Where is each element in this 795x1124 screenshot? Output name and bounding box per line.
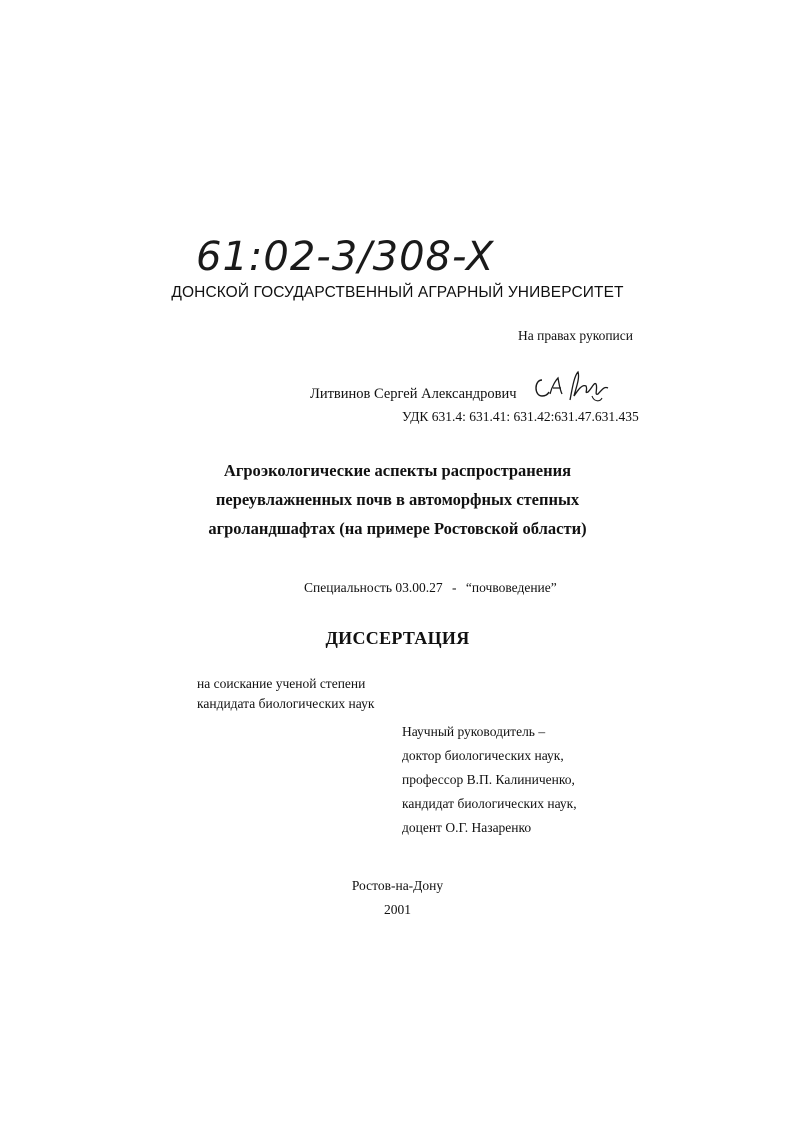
place-and-year bbox=[0, 874, 795, 922]
supervisor-line-5: доцент О.Г. Назаренко bbox=[402, 820, 532, 835]
supervisor-line-4: кандидат биологических наук, bbox=[402, 796, 577, 811]
city: Ростов-на-Дону bbox=[351, 878, 444, 893]
degree-line-1: на соискание ученой степени bbox=[197, 676, 366, 691]
university-name: ДОНСКОЙ ГОСУДАРСТВЕННЫЙ АГРАРНЫЙ УНИВЕРСИТЕТ bbox=[171, 284, 624, 301]
year: 2001 bbox=[384, 902, 411, 917]
specialty-dash: - bbox=[452, 580, 457, 595]
degree-block bbox=[197, 674, 374, 714]
title-line-3: агроландшафтах (на примере Ростовской области) bbox=[208, 519, 587, 538]
title-line-1: Агроэкологические аспекты распространения bbox=[223, 461, 572, 480]
author-signature bbox=[532, 366, 612, 406]
manuscript-rights-label: На правах рукописи bbox=[517, 328, 633, 343]
document-type-heading: ДИССЕРТАЦИЯ bbox=[325, 628, 470, 648]
degree-line-2: кандидата биологических наук bbox=[197, 696, 375, 711]
dissertation-title bbox=[0, 456, 795, 543]
supervisor-line-1: Научный руководитель – bbox=[402, 724, 546, 739]
archive-number-graphic bbox=[196, 226, 495, 286]
specialty-name: “почвоведение” bbox=[465, 580, 557, 595]
archive-number-handwritten bbox=[196, 226, 495, 286]
supervisor-line-2: доктор биологических наук, bbox=[402, 748, 564, 763]
archive-number-text: 61:02-3/308-X bbox=[196, 234, 495, 280]
specialty-line bbox=[304, 580, 557, 596]
author-name: Литвинов Сергей Александрович bbox=[310, 386, 517, 402]
supervisor-line-3: профессор В.П. Калиниченко, bbox=[402, 772, 575, 787]
udk-code: УДК 631.4: 631.41: 631.42:631.47.631.435 bbox=[402, 409, 639, 424]
specialty-code: Специальность 03.00.27 bbox=[304, 580, 443, 595]
supervisor-block bbox=[402, 720, 577, 840]
title-line-2: переувлажненных почв в автоморфных степных bbox=[215, 490, 580, 509]
signature-graphic bbox=[532, 366, 612, 406]
